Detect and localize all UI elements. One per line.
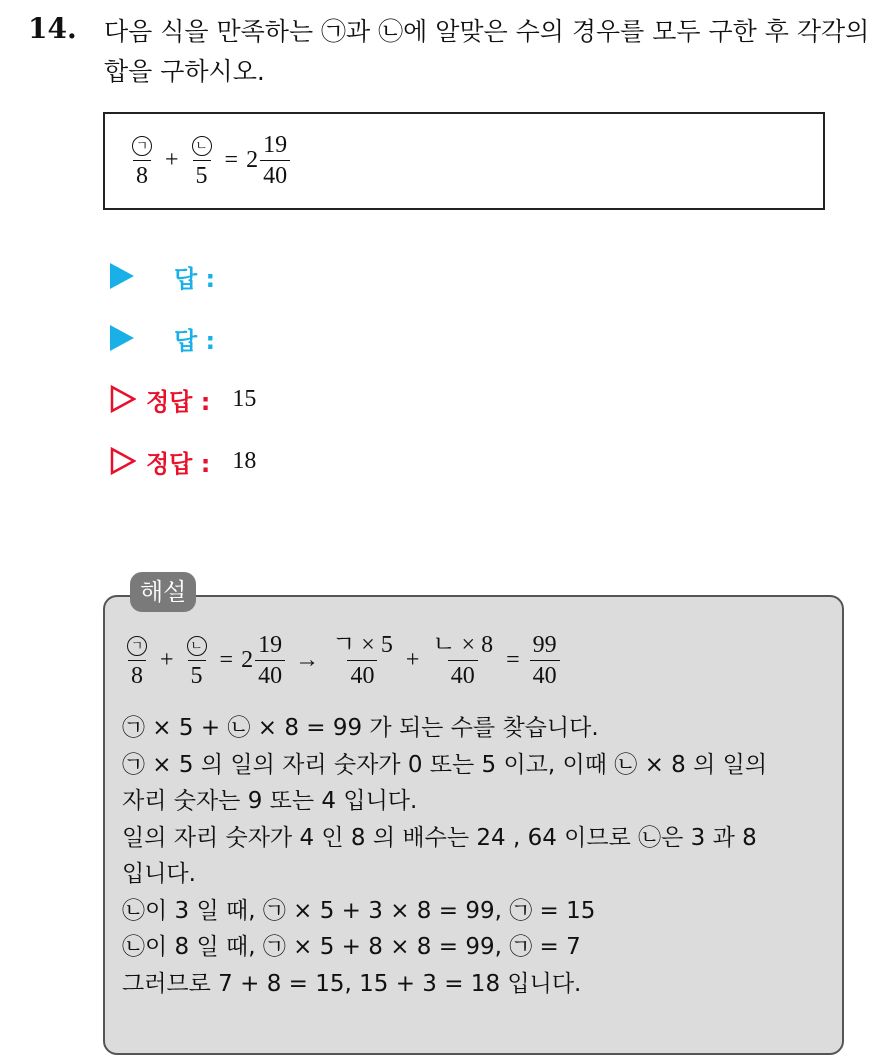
correct-answer-row-2 bbox=[110, 444, 256, 478]
play-triangle-icon bbox=[110, 263, 134, 289]
numerator: ㄴ × 8 bbox=[432, 632, 494, 658]
denominator: 40 bbox=[347, 660, 377, 689]
explanation-line: 일의 자리 숫자가 4 인 8 의 배수는 24 , 64 이므로 ㉡은 3 과 8 bbox=[122, 824, 757, 851]
fraction-b bbox=[189, 132, 215, 189]
fraction-a bbox=[129, 132, 155, 189]
fraction bbox=[255, 632, 285, 689]
circle-symbol-a: ㄱ bbox=[127, 636, 147, 656]
fraction bbox=[429, 632, 496, 689]
outline-triangle-icon bbox=[110, 447, 136, 475]
equals-sign: = bbox=[219, 647, 234, 673]
denominator: 8 bbox=[128, 660, 146, 689]
answer-label: 답 : bbox=[174, 326, 216, 355]
circle-symbol-b: ㄴ bbox=[192, 136, 212, 156]
correct-label: 정답 : bbox=[146, 449, 211, 478]
mixed-number-numerator: 19 bbox=[263, 132, 288, 158]
explanation-line: ㉡이 3 일 때, ㉠ × 5 + 3 × 8 = 99, ㉠ = 15 bbox=[122, 897, 596, 924]
mixed-number-fraction bbox=[260, 132, 290, 189]
answer-row-1 bbox=[110, 259, 215, 293]
circle-symbol-b: ㄴ bbox=[187, 636, 207, 656]
explanation-equation bbox=[122, 632, 562, 689]
denominator: 40 bbox=[530, 660, 560, 689]
correct-label: 정답 : bbox=[146, 387, 211, 416]
numerator: 99 bbox=[532, 632, 557, 658]
fraction bbox=[530, 632, 560, 689]
mixed-number-whole: 2 bbox=[246, 147, 259, 173]
plus-sign: + bbox=[160, 647, 174, 673]
explanation-line: 입니다. bbox=[122, 861, 196, 887]
explanation-line: ㉡이 8 일 때, ㉠ × 5 + 8 × 8 = 99, ㉠ = 7 bbox=[122, 934, 581, 960]
fraction bbox=[124, 632, 150, 689]
mixed-number-denominator: 40 bbox=[260, 160, 290, 189]
equation bbox=[127, 132, 292, 189]
correct-value: 15 bbox=[232, 385, 257, 412]
denominator: 40 bbox=[255, 660, 285, 689]
fraction-b-denominator: 5 bbox=[193, 160, 211, 189]
outline-triangle-icon bbox=[110, 385, 136, 413]
explanation-line: 자리 숫자는 9 또는 4 입니다. bbox=[122, 788, 418, 814]
denominator: 40 bbox=[448, 660, 478, 689]
numerator: ㄱ × 5 bbox=[332, 632, 393, 658]
equals-sign: = bbox=[506, 647, 520, 673]
fraction bbox=[329, 632, 396, 689]
plus-sign: + bbox=[165, 147, 179, 173]
mixed-number-whole: 2 bbox=[241, 647, 254, 673]
question-number: 14. bbox=[28, 12, 77, 45]
explanation-line: 그러므로 7 + 8 = 15, 15 + 3 = 18 입니다. bbox=[122, 970, 582, 997]
question-text: 다음 식을 만족하는 ㉠과 ㉡에 알맞은 수의 경우를 모두 구한 후 각각의 합을 구하시오. bbox=[104, 17, 870, 86]
denominator: 5 bbox=[188, 660, 206, 689]
equation-box bbox=[103, 112, 825, 210]
circle-symbol-a: ㄱ bbox=[132, 136, 152, 156]
equals-sign: = bbox=[224, 147, 239, 173]
explanation-tag: 해설 bbox=[130, 572, 196, 612]
correct-answer-row-1 bbox=[110, 382, 256, 416]
plus-sign: + bbox=[405, 647, 420, 673]
explanation-body bbox=[122, 710, 834, 1002]
right-arrow-icon: → bbox=[295, 647, 320, 673]
explanation-line: ㉠ × 5 + ㉡ × 8 = 99 가 되는 수를 찾습니다. bbox=[122, 715, 599, 741]
explanation-line: ㉠ × 5 의 일의 자리 숫자가 0 또는 5 이고, 이때 ㉡ × 8 의 일의 bbox=[122, 751, 768, 778]
fraction-a-denominator: 8 bbox=[133, 160, 151, 189]
fraction bbox=[184, 632, 210, 689]
answer-label: 답 : bbox=[174, 264, 216, 293]
play-triangle-icon bbox=[110, 325, 134, 351]
answer-row-2 bbox=[110, 321, 215, 355]
numerator: 19 bbox=[258, 632, 283, 658]
correct-value: 18 bbox=[232, 447, 257, 474]
